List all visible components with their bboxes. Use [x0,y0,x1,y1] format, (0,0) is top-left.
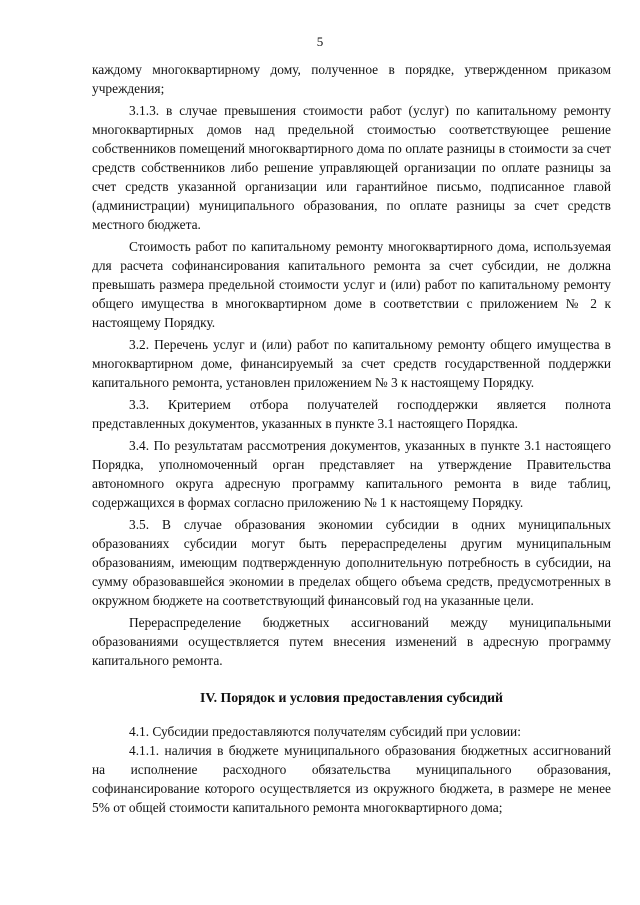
paragraph-3-4: 3.4. По результатам рассмотрения документов, указанных в пункте 3.1 настоящего Порядка, уполномоченный орган представляет на утверждение Правительства автономного округа адресную программу капитального ремонта в виде таблиц, содержащихся в формах согласно приложению № 1 к настоящему Порядку. [92,438,611,510]
paragraph-3-1-3: 3.1.3. в случае превышения стоимости работ (услуг) по капитальному ремонту многоквартирных домов над предельной стоимостью соответствующее решение собственников помещений многоквартирного дома по оплате разницы в стоимости за счет средств собственников либо решение управляющей организации по оплате разницы за счет средств указанной организации или гарантийное письмо, подписанное главой (администрации) муниципального образования, по оплате разницы за счет средств местного бюджета. [92,103,611,232]
paragraph-redistribution: Перераспределение бюджетных ассигнований между муниципальными образованиями осуществляется путем внесения изменений в адресную программу капитального ремонта. [92,615,611,668]
paragraph-cost-limit: Стоимость работ по капитальному ремонту многоквартирного дома, используемая для расчета софинансирования капитального ремонта за счет субсидии, не должна превышать размера предельной стоимости услуг и (или) работ по капитальному ремонту общего имущества в многоквартирном доме в соответствии с приложением № 2 к настоящему Порядку. [92,239,611,330]
paragraph-3-5: 3.5. В случае образования экономии субсидии в одних муниципальных образованиях субсидии могут быть перераспределены другим муниципальным образованиям, имеющим подтвержденную дополнительную потребность в субсидии, на сумму образовавшейся экономии в пределах общего объема средств, предусмотренных в окружном бюджете на соответствующий финансовый год на указанные цели. [92,517,611,608]
paragraph-4-1: 4.1. Субсидии предоставляются получателям субсидий при условии: [129,724,521,739]
document-body [92,60,611,817]
paragraph-4-1-1: 4.1.1. наличия в бюджете муниципального образования бюджетных ассигнований на исполнение расходного обязательства муниципального образования, софинансирование которого осуществляется из окружного бюджета, в размере не менее 5% от общей стоимости капитального ремонта многоквартирного дома; [92,743,611,815]
paragraph-3-2: 3.2. Перечень услуг и (или) работ по капитальному ремонту общего имущества в многоквартирном доме, финансируемый за счет средств государственной поддержки капитального ремонта, установлен приложением № 3 к настоящему Порядку. [92,337,611,390]
section-heading: IV. Порядок и условия предоставления субсидий [200,690,503,705]
paragraph-continuation: каждому многоквартирному дому, полученное в порядке, утвержденном приказом учреждения; [92,62,611,96]
page-number: 5 [316,34,324,49]
paragraph-3-3: 3.3. Критерием отбора получателей господдержки является полнота представленных документов, указанных в пункте 3.1 настоящего Порядка. [92,397,611,431]
